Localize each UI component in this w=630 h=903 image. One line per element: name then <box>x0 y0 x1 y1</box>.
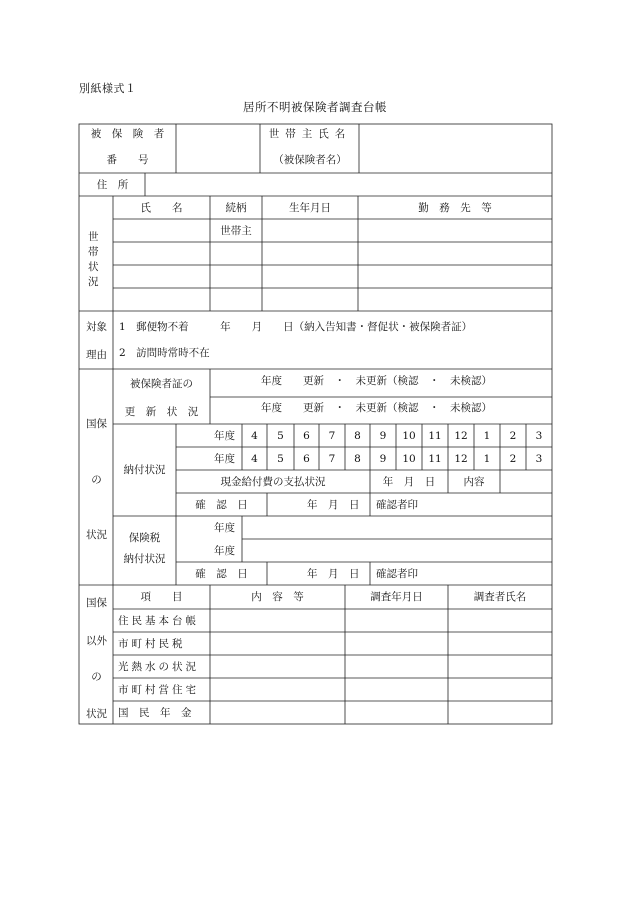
month-cell: 7 <box>328 453 336 465</box>
month-cell: 12 <box>454 453 468 465</box>
head-of-household-relation: 世帯主 <box>220 225 252 237</box>
confirm-date-label: 確 認 日 <box>195 499 248 511</box>
confirmer-seal-label: 確認者印 <box>376 499 418 511</box>
month-cell: 10 <box>402 430 416 442</box>
col-item-header: 項 目 <box>140 591 183 603</box>
reason-label-2: 理由 <box>86 349 107 361</box>
confirm-date-label-2: 確 認 日 <box>195 568 248 580</box>
col-survey-date-header: 調査年月日 <box>370 591 423 603</box>
insured-number-label-2: 番 号 <box>106 154 149 166</box>
tax-fiscal-year-2: 年度 <box>214 545 235 557</box>
month-cell: 5 <box>277 453 284 465</box>
month-cell: 4 <box>251 453 258 465</box>
month-cell: 1 <box>483 430 491 442</box>
kokuho-section-label-2: の <box>91 474 102 486</box>
month-cell: 3 <box>535 430 543 442</box>
month-cell: 8 <box>354 430 361 442</box>
insured-number-label: 被 保 険 者 <box>90 128 165 140</box>
month-cell: 9 <box>379 430 387 442</box>
insurance-tax-label: 保険税 <box>128 532 161 544</box>
confirm-date-value-2: 年 月 日 <box>307 568 360 580</box>
document-title: 居所不明被保険者調査台帳 <box>243 100 387 114</box>
month-cell: 6 <box>303 430 310 442</box>
card-renewal-row-2: 年度 更新 ・ 未更新（検認 ・ 未検認） <box>261 402 492 414</box>
month-cell: 11 <box>428 453 442 465</box>
household-section-label: 世帯状況 <box>88 231 99 288</box>
reason-item-2: 2 訪問時常時不在 <box>119 347 210 359</box>
cash-benefit-content: 内容 <box>463 476 485 488</box>
cash-benefit-date: 年 月 日 <box>382 476 436 488</box>
col-name-header: 氏 名 <box>140 202 183 214</box>
col-content-header: 内 容 等 <box>251 591 304 603</box>
card-renewal-label: 被保険者証の <box>130 378 193 390</box>
payment-fiscal-year-1: 年度 <box>214 430 235 442</box>
form-number-label: 別紙様式１ <box>79 82 137 95</box>
month-cell: 9 <box>379 453 387 465</box>
household-head-label: 世帯主氏名 <box>268 128 352 140</box>
month-cell: 1 <box>483 453 491 465</box>
other-section-label-3: の <box>91 671 102 683</box>
payment-status-label: 納付状況 <box>123 464 166 476</box>
month-cell: 3 <box>535 453 543 465</box>
month-cell: 10 <box>402 453 416 465</box>
other-item-municipal-tax: 市町村民税 <box>118 638 186 650</box>
month-cell: 5 <box>277 430 284 442</box>
other-item-national-pension: 国 民 年 金 <box>118 707 192 719</box>
col-workplace-header: 勤 務 先 等 <box>418 202 492 214</box>
col-relation-header: 続柄 <box>225 202 247 214</box>
month-cell: 8 <box>354 453 361 465</box>
household-head-label-2: （被保険者名） <box>273 154 347 166</box>
col-surveyor-header: 調査者氏名 <box>473 591 527 603</box>
kokuho-section-label: 国保 <box>86 418 107 430</box>
reason-item-1: 1 郵便物不着 年 月 日（納入告知書・督促状・被保険者証） <box>119 321 473 333</box>
confirmer-seal-label-2: 確認者印 <box>376 568 418 580</box>
other-section-label-2: 以外 <box>86 635 107 647</box>
month-cell: 2 <box>509 453 517 465</box>
month-cell: 7 <box>328 430 336 442</box>
address-label: 住 所 <box>96 179 129 191</box>
other-item-utilities: 光熱水の状況 <box>118 661 199 673</box>
month-cell: 2 <box>509 430 517 442</box>
tax-fiscal-year-1: 年度 <box>214 522 235 534</box>
insurance-tax-label-2: 納付状況 <box>123 553 166 565</box>
confirm-date-value: 年 月 日 <box>307 499 360 511</box>
card-renewal-row-1: 年度 更新 ・ 未更新（検認 ・ 未検認） <box>261 375 492 387</box>
card-renewal-label-2: 更 新 状 況 <box>124 406 199 418</box>
other-item-resident-register: 住民基本台帳 <box>118 615 199 627</box>
cash-benefit-label: 現金給付費の支払状況 <box>220 476 326 488</box>
col-dob-header: 生年月日 <box>289 202 331 214</box>
other-item-public-housing: 市町村営住宅 <box>118 684 199 696</box>
other-section-label: 国保 <box>86 597 107 609</box>
month-cell: 6 <box>303 453 310 465</box>
payment-fiscal-year-2: 年度 <box>214 453 235 465</box>
reason-label: 対象 <box>86 321 107 333</box>
kokuho-section-label-3: 状況 <box>86 529 107 541</box>
month-cell: 4 <box>251 430 258 442</box>
month-cell: 11 <box>428 430 442 442</box>
other-section-label-4: 状況 <box>86 708 107 720</box>
month-cell: 12 <box>454 430 468 442</box>
